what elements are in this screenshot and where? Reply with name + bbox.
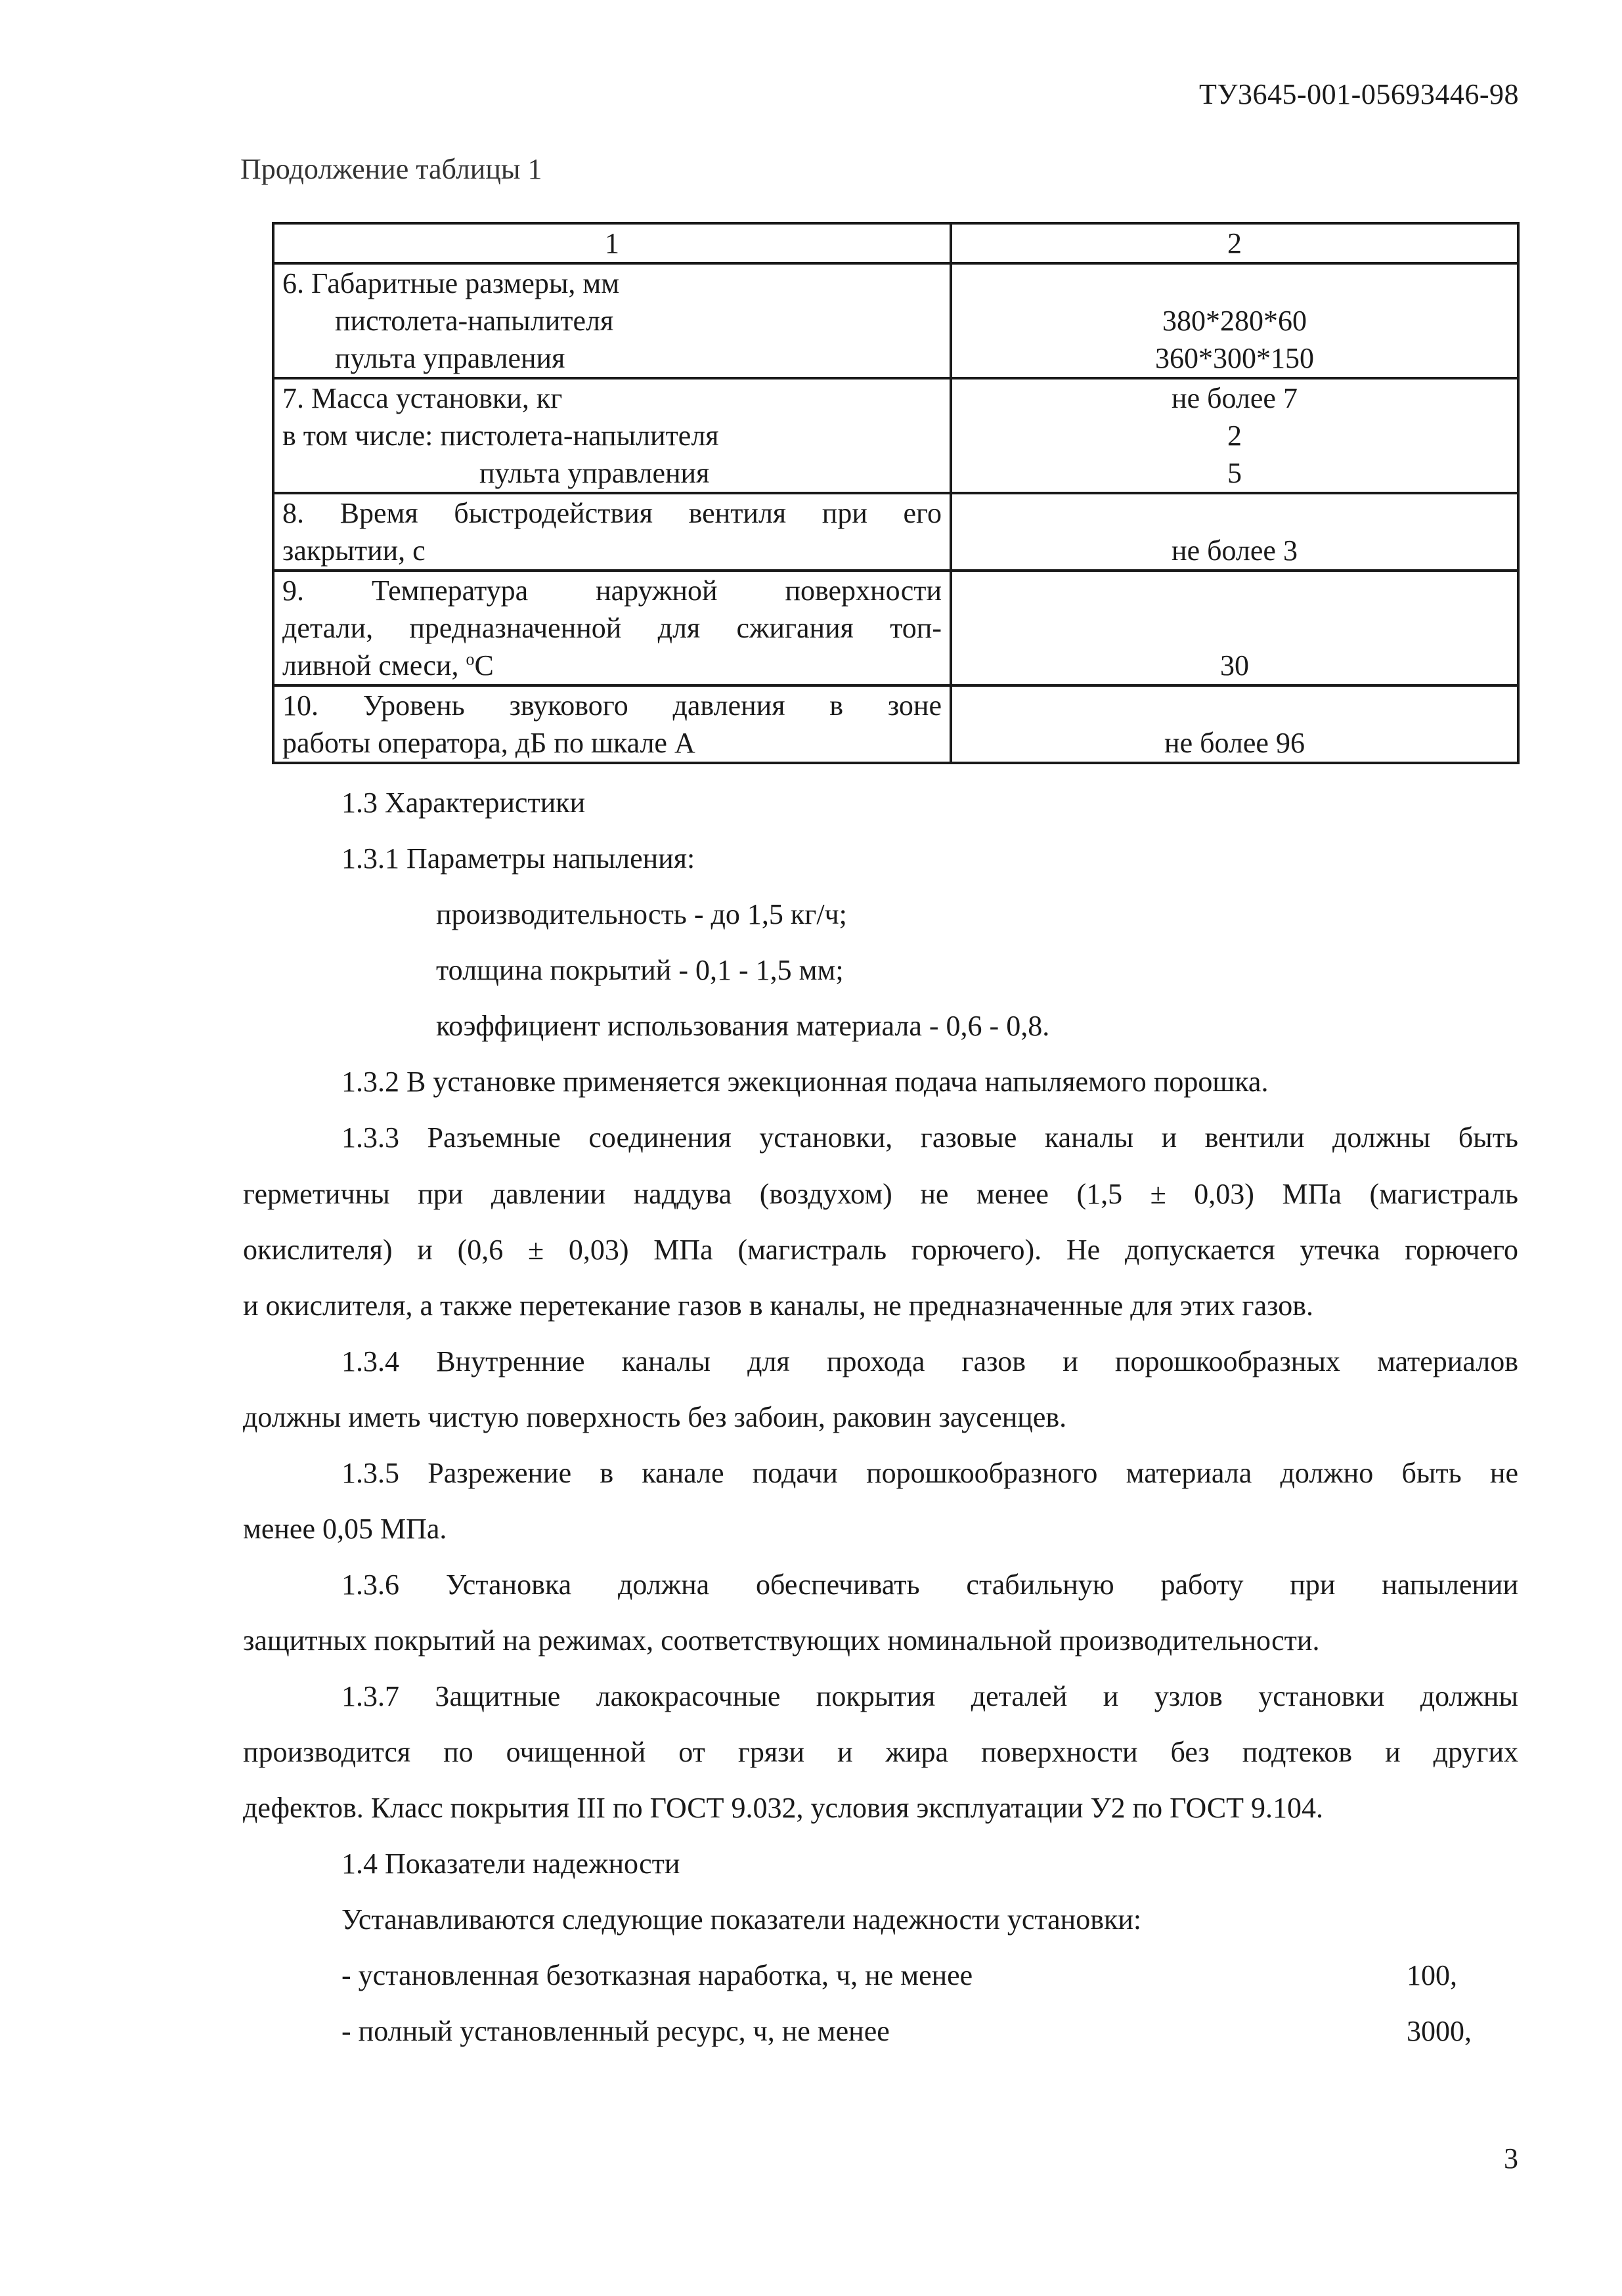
table-header-row [273, 223, 1518, 263]
reliability-item-2-label: - полный установленный ресурс, ч, не менее [341, 2015, 890, 2047]
paragraph-1-3-6-line-2: защитных покрытий на режимах, соответствующих номинальной производительности. [243, 1624, 1320, 1657]
param-line-2: толщина покрытий - 0,1 - 1,5 мм; [436, 954, 844, 986]
table-row-10 [273, 685, 1518, 763]
paragraph-1-3-3-line-2: герметичны при давлении наддува (воздухом) не менее (1,5 ± 0,03) МПа (магистраль [243, 1178, 1518, 1210]
table-continuation-caption: Продолжение таблицы 1 [240, 153, 542, 185]
col-header-2: 2 [951, 223, 1518, 263]
table-row-6 [273, 263, 1518, 378]
section-heading-1-3: 1.3 Характеристики [341, 787, 586, 819]
row-7-value: не более 7 2 5 [951, 378, 1518, 493]
paragraph-1-3-3-line-1: 1.3.3 Разъемные соединения установки, газовые каналы и вентили должны быть [341, 1121, 1518, 1154]
paragraph-1-3-5-line-2: менее 0,05 МПа. [243, 1513, 447, 1545]
reliability-item-2-value: 3000, [1407, 2015, 1472, 2047]
param-line-1: производительность - до 1,5 кг/ч; [436, 898, 847, 930]
paragraph-1-3-4-line-1: 1.3.4 Внутренние каналы для прохода газов и порошкообразных материалов [341, 1345, 1518, 1377]
paragraph-1-3-3-line-3: окислителя) и (0,6 ± 0,03) МПа (магистраль горючего). Не допускается утечка горючего [243, 1234, 1518, 1266]
row-6-label: 6. Габаритные размеры, мм пистолета-напылителя пульта управления [273, 263, 951, 378]
paragraph-1-3-7-line-2: производится по очищенной от грязи и жира поверхности без подтеков и других [243, 1736, 1518, 1768]
spec-table [272, 222, 1520, 764]
paragraph-1-3-6-line-1: 1.3.6 Установка должна обеспечивать стабильную работу при напылении [341, 1569, 1518, 1601]
table-row-9 [273, 571, 1518, 685]
page-number: 3 [1504, 2142, 1518, 2175]
col-header-1: 1 [273, 223, 951, 263]
row-6-value: 380*280*60 360*300*150 [951, 263, 1518, 378]
paragraph-1-3-2: 1.3.2 В установке применяется эжекционная подача напыляемого порошка. [341, 1066, 1269, 1098]
table-row-7 [273, 378, 1518, 493]
paragraph-1-3-5-line-1: 1.3.5 Разрежение в канале подачи порошкообразного материала должно быть не [341, 1457, 1518, 1489]
reliability-item-1-value: 100, [1407, 1959, 1457, 1991]
paragraph-1-3-4-line-2: должны иметь чистую поверхность без забоин, раковин заусенцев. [243, 1401, 1067, 1433]
paragraph-1-3-7-line-3: дефектов. Класс покрытия III по ГОСТ 9.032, условия эксплуатации У2 по ГОСТ 9.104. [243, 1792, 1324, 1824]
reliability-intro: Устанавливаются следующие показатели надежности установки: [341, 1903, 1142, 1936]
section-heading-1-3-1: 1.3.1 Параметры напыления: [341, 842, 695, 875]
row-7-label: 7. Масса установки, кг в том числе: пистолета-напылителя пульта управления [273, 378, 951, 493]
param-line-3: коэффициент использования материала - 0,6 - 0,8. [436, 1010, 1050, 1042]
row-8-value: не более 3 [951, 493, 1518, 571]
reliability-item-1-label: - установленная безотказная наработка, ч, не менее [341, 1959, 973, 1991]
row-10-value: не более 96 [951, 685, 1518, 763]
paragraph-1-3-7-line-1: 1.3.7 Защитные лакокрасочные покрытия деталей и узлов установки должны [341, 1680, 1518, 1712]
row-9-value: 30 [951, 571, 1518, 685]
paragraph-1-3-3-line-4: и окислителя, а также перетекание газов в каналы, не предназначенные для этих газов. [243, 1289, 1313, 1322]
row-9-label: 9. Температура наружной поверхности детали, предназначенной для сжигания топ- ливной смеси, $^o$С [273, 571, 951, 685]
row-8-label: 8. Время быстродействия вентиля при его закрытии, с [273, 493, 951, 571]
document-code: ТУ3645-001-05693446-98 [1199, 78, 1519, 110]
row-10-label: 10. Уровень звукового давления в зоне работы оператора, дБ по шкале А [273, 685, 951, 763]
section-heading-1-4: 1.4 Показатели надежности [341, 1848, 680, 1880]
table-row-8 [273, 493, 1518, 571]
